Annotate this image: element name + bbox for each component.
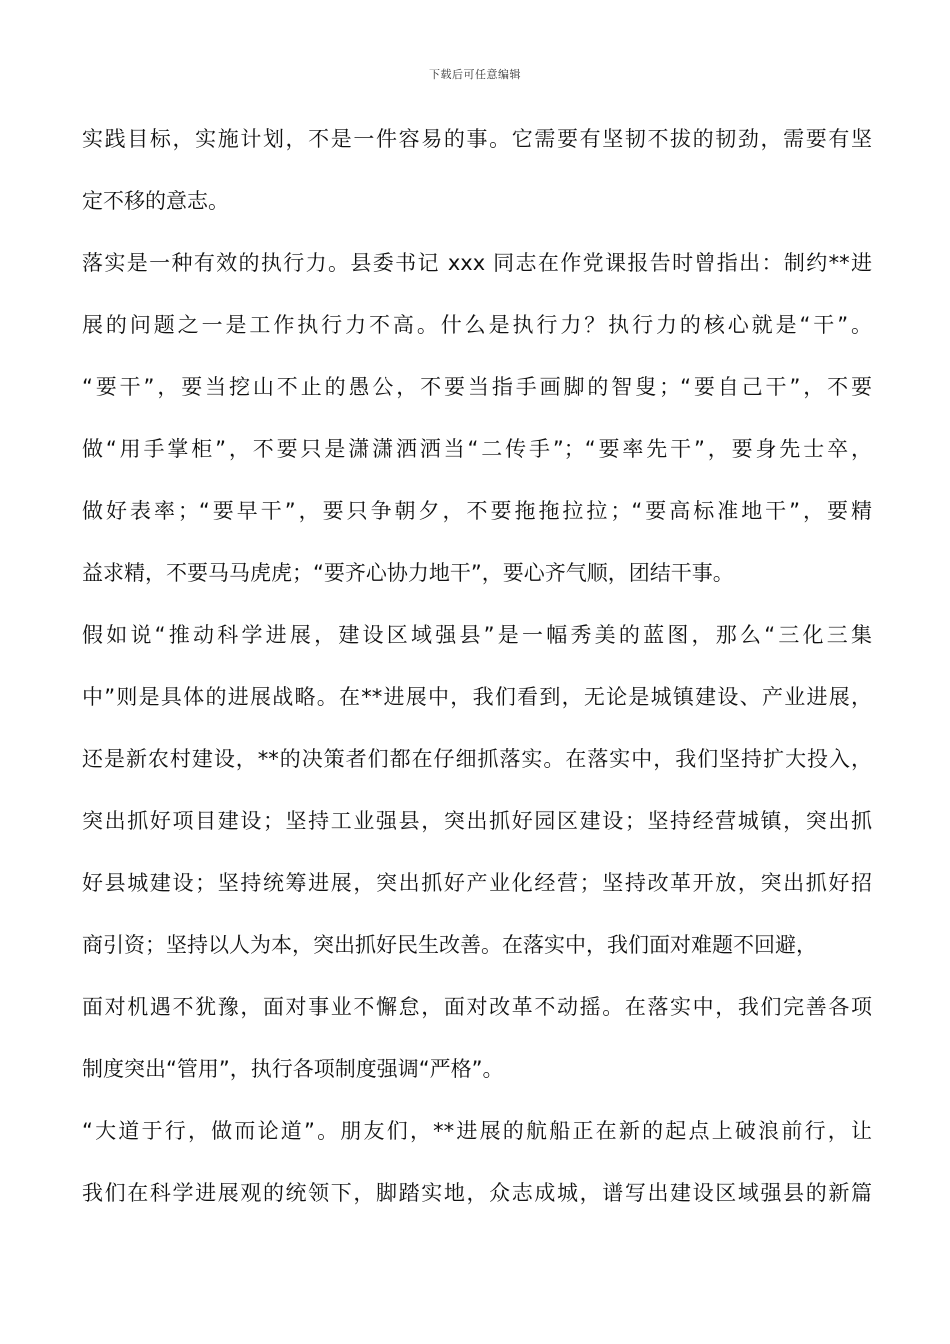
text-line: 好县城建设；坚持统筹进展，突出抓好产业化经营；坚持改革开放，突出抓好招 — [82, 871, 872, 895]
text-line: “要干”，要当挖山不止的愚公，不要当指手画脚的智叟；“要自己干”，不要 — [82, 375, 872, 399]
text-line: 突出抓好项目建设；坚持工业强县，突出抓好园区建设；坚持经营城镇，突出抓 — [82, 809, 872, 833]
text-line: 做好表率；“要早干”，要只争朝夕，不要拖拖拉拉；“要高标准地干”，要精 — [82, 499, 872, 523]
text-line: 面对机遇不犹豫，面对事业不懈怠，面对改革不动摇。在落实中，我们完善各项 — [82, 995, 872, 1019]
text-line: 还是新农村建设，**的决策者们都在仔细抓落实。在落实中，我们坚持扩大投入， — [82, 747, 872, 771]
text-line: 实践目标，实施计划，不是一件容易的事。它需要有坚韧不拔的韧劲，需要有坚 — [82, 127, 872, 151]
text-line: 中”则是具体的进展战略。在**进展中，我们看到，无论是城镇建设、产业进展， — [82, 685, 872, 709]
text-line: 假如说“推动科学进展，建设区域强县”是一幅秀美的蓝图，那么“三化三集 — [82, 623, 872, 647]
text-line: 落实是一种有效的执行力。县委书记 xxx 同志在作党课报告时曾指出：制约**进 — [82, 251, 872, 275]
page-header: 下载后可任意编辑 — [429, 68, 521, 81]
text-line: 益求精，不要马马虎虎；“要齐心协力地干”，要心齐气顺，团结干事。 — [82, 561, 734, 585]
text-line: 制度突出“管用”，执行各项制度强调“严格”。 — [82, 1057, 504, 1081]
document-body — [82, 108, 872, 1224]
text-line: 商引资；坚持以人为本，突出抓好民生改善。在落实中，我们面对难题不回避， — [82, 933, 817, 957]
text-line: 定不移的意志。 — [82, 189, 229, 213]
text-line: 做“用手掌柜”，不要只是潇潇洒洒当“二传手”；“要率先干”，要身先士卒， — [82, 437, 872, 461]
text-line: 我们在科学进展观的统领下，脚踏实地，众志成城，谱写出建设区域强县的新篇 — [82, 1181, 872, 1205]
text-line: “大道于行，做而论道”。朋友们，**进展的航船正在新的起点上破浪前行，让 — [82, 1119, 872, 1143]
text-line: 展的问题之一是工作执行力不高。什么是执行力？执行力的核心就是“干”。 — [82, 313, 872, 337]
